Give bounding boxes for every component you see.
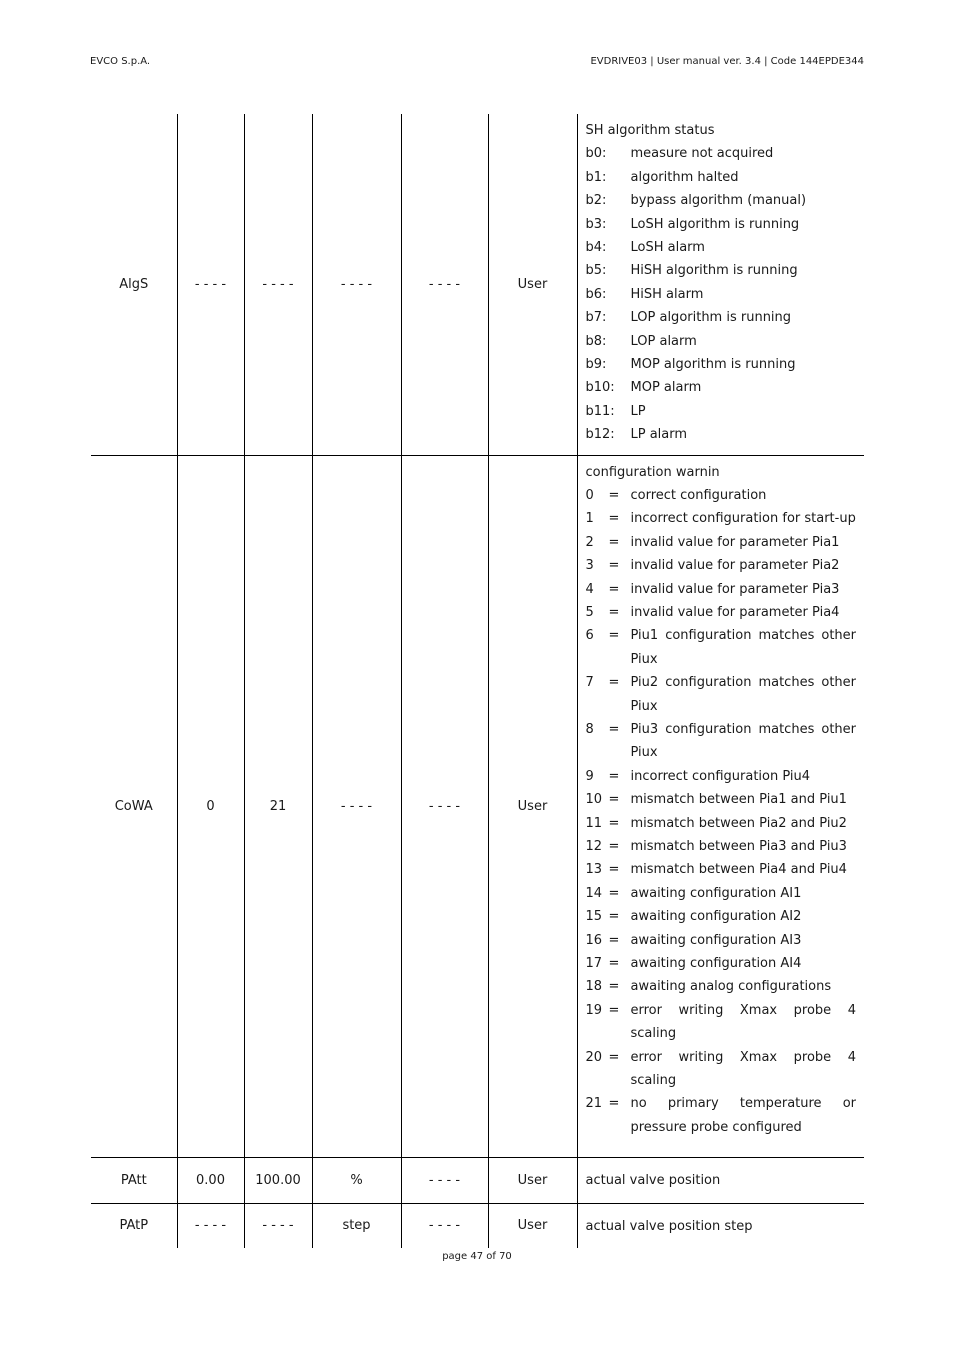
bit-code: b8: bbox=[585, 333, 607, 349]
param-description: actual valve position bbox=[577, 1157, 864, 1203]
bit-item bbox=[586, 376, 857, 399]
param-min: 0 bbox=[177, 455, 244, 1157]
value-equals: = bbox=[608, 979, 620, 995]
bit-item bbox=[586, 236, 857, 259]
bit-item bbox=[586, 330, 857, 353]
value-equals: = bbox=[608, 909, 620, 925]
bit-text: LP alarm bbox=[630, 427, 688, 443]
bit-item bbox=[586, 353, 857, 376]
param-default: - - - - bbox=[401, 1157, 488, 1203]
value-code: 9 bbox=[585, 768, 594, 784]
value-equals: = bbox=[608, 792, 620, 808]
value-equals: = bbox=[608, 768, 620, 784]
bit-item bbox=[586, 259, 857, 282]
value-code: 4 bbox=[585, 581, 594, 597]
table-row bbox=[91, 455, 864, 1157]
bit-code: b3: bbox=[585, 216, 607, 232]
value-item bbox=[586, 624, 857, 671]
value-code: 19 bbox=[585, 1002, 603, 1018]
bit-text: LP bbox=[630, 403, 646, 419]
bit-text: algorithm halted bbox=[630, 169, 739, 185]
value-text: invalid value for parameter Pia3 bbox=[630, 581, 840, 597]
param-default: - - - - bbox=[401, 1203, 488, 1248]
bit-text: MOP algorithm is running bbox=[630, 357, 796, 373]
value-equals: = bbox=[608, 581, 620, 597]
value-code: 17 bbox=[585, 956, 603, 972]
bit-item bbox=[586, 166, 857, 189]
value-equals: = bbox=[608, 815, 620, 831]
description-title: configuration warnin bbox=[585, 464, 720, 480]
value-text: incorrect configuration for start-up bbox=[630, 511, 856, 527]
value-equals: = bbox=[608, 534, 620, 550]
value-equals: = bbox=[608, 558, 620, 574]
bit-text: HiSH algorithm is running bbox=[630, 263, 798, 279]
value-item bbox=[586, 671, 857, 718]
value-equals: = bbox=[608, 487, 620, 503]
value-code: 0 bbox=[585, 487, 594, 503]
param-min: - - - - bbox=[177, 1203, 244, 1248]
value-text: correct configuration bbox=[630, 487, 767, 503]
value-text: awaiting analog configurations bbox=[630, 979, 832, 995]
value-item bbox=[586, 1092, 857, 1139]
param-code: AlgS bbox=[91, 114, 177, 455]
value-text: mismatch between Pia4 and Piu4 bbox=[630, 862, 847, 878]
bit-code: b5: bbox=[585, 263, 607, 279]
bit-code: b12: bbox=[585, 427, 615, 443]
value-text: incorrect configuration Piu4 bbox=[630, 768, 811, 784]
value-equals: = bbox=[608, 885, 620, 901]
value-equals: = bbox=[608, 862, 620, 878]
value-equals: = bbox=[608, 932, 620, 948]
value-equals: = bbox=[608, 1096, 620, 1112]
param-description bbox=[577, 114, 864, 455]
param-access: User bbox=[488, 1157, 577, 1203]
param-max: 100.00 bbox=[244, 1157, 312, 1203]
value-text: awaiting configuration AI2 bbox=[630, 909, 802, 925]
value-list bbox=[586, 484, 857, 1139]
bit-code: b11: bbox=[585, 403, 615, 419]
param-default: - - - - bbox=[401, 114, 488, 455]
bit-item bbox=[586, 213, 857, 236]
param-unit: % bbox=[312, 1157, 401, 1203]
value-code: 16 bbox=[585, 932, 603, 948]
bit-list bbox=[586, 142, 857, 446]
value-item bbox=[586, 812, 857, 835]
value-code: 15 bbox=[585, 909, 603, 925]
value-item bbox=[586, 905, 857, 928]
value-code: 6 bbox=[585, 628, 594, 644]
param-default: - - - - bbox=[401, 455, 488, 1157]
param-access: User bbox=[488, 1203, 577, 1248]
bit-text: LoSH algorithm is running bbox=[630, 216, 800, 232]
bit-code: b9: bbox=[585, 357, 607, 373]
bit-code: b1: bbox=[585, 169, 607, 185]
value-text: invalid value for parameter Pia2 bbox=[630, 558, 840, 574]
param-unit: - - - - bbox=[312, 455, 401, 1157]
value-text: Piu1 configuration matches other Piux bbox=[630, 628, 856, 667]
value-text: error writing Xmax probe 4 scaling bbox=[630, 1049, 856, 1089]
header-document-reference: EVDRIVE03 | User manual ver. 3.4 | Code 144EPDE344 bbox=[590, 56, 864, 67]
bit-text: LoSH alarm bbox=[630, 240, 705, 256]
param-code: PAtt bbox=[91, 1157, 177, 1203]
value-code: 8 bbox=[585, 721, 594, 737]
value-item bbox=[586, 882, 857, 905]
bit-code: b4: bbox=[585, 240, 607, 256]
bit-text: bypass algorithm (manual) bbox=[630, 193, 807, 209]
value-equals: = bbox=[608, 721, 620, 737]
value-code: 18 bbox=[585, 979, 603, 995]
value-item bbox=[586, 765, 857, 788]
bit-code: b2: bbox=[585, 193, 607, 209]
param-description bbox=[577, 455, 864, 1157]
bit-code: b7: bbox=[585, 310, 607, 326]
value-item bbox=[586, 952, 857, 975]
value-code: 12 bbox=[585, 839, 603, 854]
value-code: 7 bbox=[585, 675, 594, 691]
bit-item bbox=[586, 189, 857, 212]
bit-item bbox=[586, 423, 857, 446]
value-text: mismatch between Pia1 and Piu1 bbox=[630, 792, 847, 808]
value-code: 10 bbox=[585, 792, 603, 808]
value-item bbox=[586, 531, 857, 554]
value-text: error writing Xmax probe 4 scaling bbox=[630, 1002, 856, 1042]
bit-code: b6: bbox=[585, 286, 607, 302]
value-code: 5 bbox=[585, 604, 594, 620]
value-equals: = bbox=[608, 604, 620, 620]
value-text: awaiting configuration AI4 bbox=[630, 956, 802, 972]
value-code: 21 bbox=[585, 1096, 603, 1112]
value-equals: = bbox=[608, 839, 620, 854]
param-unit: - - - - bbox=[312, 114, 401, 455]
param-min: - - - - bbox=[177, 114, 244, 455]
value-text: no primary temperature or pressure probe configured bbox=[630, 1096, 856, 1135]
page-number: page 47 of 70 bbox=[442, 1251, 512, 1262]
value-text: awaiting configuration AI3 bbox=[630, 932, 802, 948]
value-item bbox=[586, 858, 857, 881]
param-max: - - - - bbox=[244, 1203, 312, 1248]
value-equals: = bbox=[608, 1002, 620, 1018]
bit-text: MOP alarm bbox=[630, 380, 702, 396]
param-max: 21 bbox=[244, 455, 312, 1157]
value-equals: = bbox=[608, 628, 620, 644]
value-code: 20 bbox=[585, 1049, 603, 1065]
bit-item bbox=[586, 306, 857, 329]
param-access: User bbox=[488, 114, 577, 455]
bit-item bbox=[586, 142, 857, 165]
value-equals: = bbox=[608, 675, 620, 691]
value-item bbox=[586, 507, 857, 530]
value-equals: = bbox=[608, 956, 620, 972]
bit-item bbox=[586, 400, 857, 423]
bit-code: b10: bbox=[585, 380, 615, 396]
bit-text: LOP algorithm is running bbox=[630, 310, 792, 326]
param-unit: step bbox=[312, 1203, 401, 1248]
bit-text: HiSH alarm bbox=[630, 286, 704, 302]
value-item bbox=[586, 601, 857, 624]
value-text: invalid value for parameter Pia4 bbox=[630, 604, 840, 620]
table-row bbox=[91, 1157, 864, 1203]
bit-text: measure not acquired bbox=[630, 146, 774, 162]
value-code: 13 bbox=[585, 862, 603, 878]
value-item bbox=[586, 929, 857, 952]
bit-code: b0: bbox=[585, 146, 607, 162]
value-equals: = bbox=[608, 511, 620, 527]
description-title: SH algorithm status bbox=[585, 123, 715, 138]
value-text: mismatch between Pia2 and Piu2 bbox=[630, 815, 847, 831]
parameters-table bbox=[91, 114, 864, 1248]
value-text: invalid value for parameter Pia1 bbox=[630, 534, 840, 550]
bit-item bbox=[586, 283, 857, 306]
value-text: Piu3 configuration matches other Piux bbox=[630, 721, 856, 761]
value-item bbox=[586, 1046, 857, 1093]
value-item bbox=[586, 835, 857, 858]
value-code: 3 bbox=[585, 558, 594, 574]
param-code: CoWA bbox=[91, 455, 177, 1157]
value-code: 1 bbox=[585, 511, 594, 527]
table-row bbox=[91, 114, 864, 455]
value-code: 14 bbox=[585, 885, 603, 901]
param-max: - - - - bbox=[244, 114, 312, 455]
value-item bbox=[586, 578, 857, 601]
value-equals: = bbox=[608, 1049, 620, 1065]
header-company: EVCO S.p.A. bbox=[90, 56, 151, 67]
param-code: PAtP bbox=[91, 1203, 177, 1248]
value-code: 2 bbox=[585, 534, 594, 550]
value-code: 11 bbox=[585, 815, 603, 831]
value-item bbox=[586, 718, 857, 765]
param-description: actual valve position step bbox=[577, 1203, 864, 1248]
value-text: mismatch between Pia3 and Piu3 bbox=[630, 839, 847, 854]
param-min: 0.00 bbox=[177, 1157, 244, 1203]
value-text: Piu2 configuration matches other Piux bbox=[630, 675, 856, 714]
value-item bbox=[586, 975, 857, 998]
param-access: User bbox=[488, 455, 577, 1157]
table-row bbox=[91, 1203, 864, 1248]
value-item bbox=[586, 484, 857, 507]
value-item bbox=[586, 788, 857, 811]
bit-text: LOP alarm bbox=[630, 333, 697, 349]
value-text: awaiting configuration AI1 bbox=[630, 885, 802, 901]
value-item bbox=[586, 999, 857, 1046]
value-item bbox=[586, 554, 857, 577]
